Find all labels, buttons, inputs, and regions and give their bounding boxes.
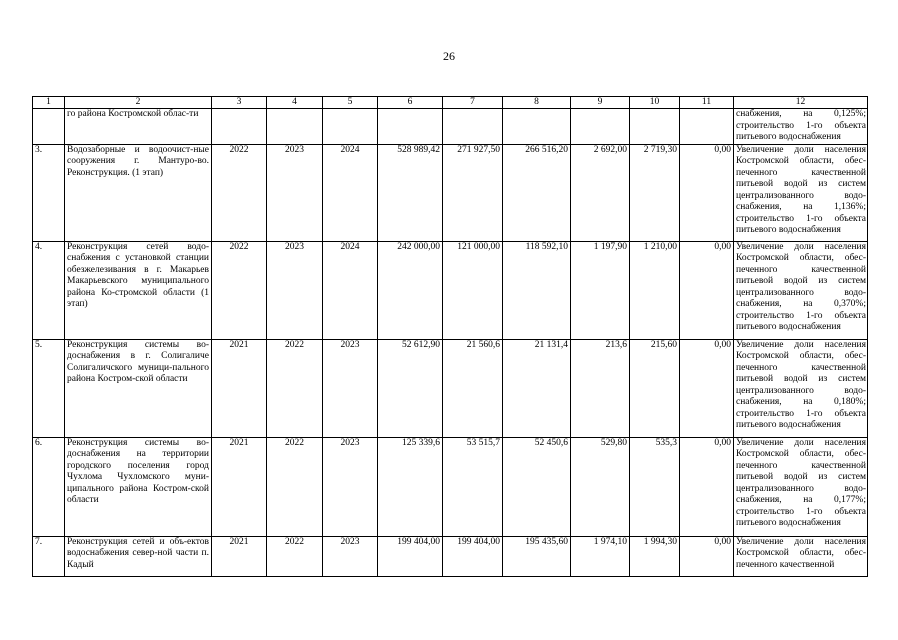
amount-cell: 53 515,7 [443, 437, 503, 536]
year-cell: 2023 [267, 144, 323, 241]
column-header: 1 [33, 97, 65, 109]
year-cell: 2022 [267, 536, 323, 576]
column-header: 9 [571, 97, 630, 109]
amount-cell: 1 210,00 [630, 241, 680, 339]
column-header: 3 [212, 97, 267, 109]
year-cell [323, 109, 378, 145]
expected-result: Увеличение доли населения Костромской области, обес-печенного качественной [734, 536, 868, 576]
year-cell: 2022 [212, 241, 267, 339]
year-cell: 2024 [323, 144, 378, 241]
column-header: 6 [378, 97, 443, 109]
table-row [33, 339, 868, 437]
amount-cell: 1 974,10 [571, 536, 630, 576]
expected-result: Увеличение доли населения Костромской области, обес-печенного качественной питьевой водой из систем централизованного водо-снабжения, на 1,136%; строительство 1-го объекта питьевого водоснабжения [734, 144, 868, 241]
column-header: 5 [323, 97, 378, 109]
amount-cell [630, 109, 680, 145]
expected-result: Увеличение доли населения Костромской области, обес-печенного качественной питьевой водой из систем централизованного водо-снабжения, на 0,177%; строительство 1-го объекта питьевого водоснабжения [734, 437, 868, 536]
project-name: Реконструкция сетей водо-снабжения с установкой станции обезжелезивания в г. Макарьев Макарьевского муниципального района Ко-стромской области (1 этап) [65, 241, 212, 339]
expected-result: Увеличение доли населения Костромской области, обес-печенного качественной питьевой водой из систем централизованного водо-снабжения, на 0,180%; строительство 1-го объекта питьевого водоснабжения [734, 339, 868, 437]
column-header: 4 [267, 97, 323, 109]
year-cell: 2021 [212, 437, 267, 536]
table-row [33, 241, 868, 339]
row-number: 5. [33, 339, 65, 437]
year-cell: 2022 [267, 339, 323, 437]
amount-cell [378, 109, 443, 145]
column-header: 8 [503, 97, 571, 109]
amount-cell: 1 994,30 [630, 536, 680, 576]
amount-cell: 118 592,10 [503, 241, 571, 339]
amount-cell: 2 719,30 [630, 144, 680, 241]
amount-cell: 535,3 [630, 437, 680, 536]
table-row [33, 437, 868, 536]
amount-cell: 271 927,50 [443, 144, 503, 241]
amount-cell: 52 612,90 [378, 339, 443, 437]
project-name: Водозаборные и водоочист-ные сооружения г. Мантуро-во. Реконструкция. (1 этап) [65, 144, 212, 241]
table-row [33, 536, 868, 576]
amount-cell: 121 000,00 [443, 241, 503, 339]
year-cell [212, 109, 267, 145]
table-row [33, 144, 868, 241]
amount-cell: 199 404,00 [443, 536, 503, 576]
row-number: 6. [33, 437, 65, 536]
amount-cell: 199 404,00 [378, 536, 443, 576]
column-header: 12 [734, 97, 868, 109]
page-number: 26 [443, 49, 455, 63]
project-name: го района Костромской облас-ти [65, 109, 212, 145]
amount-cell: 215,60 [630, 339, 680, 437]
year-cell: 2023 [323, 536, 378, 576]
column-header: 11 [680, 97, 734, 109]
amount-cell: 0,00 [680, 144, 734, 241]
amount-cell: 0,00 [680, 536, 734, 576]
amount-cell: 195 435,60 [503, 536, 571, 576]
project-name: Реконструкция системы во-доснабжения на территории городского поселения город Чухлома Чухломского муни-ципального района Костром-ской области [65, 437, 212, 536]
expected-result: снабжения, на 0,125%; строительство 1-го объекта питьевого водоснабжения [734, 109, 868, 145]
amount-cell: 0,00 [680, 437, 734, 536]
amount-cell: 21 560,6 [443, 339, 503, 437]
year-cell: 2022 [212, 144, 267, 241]
column-header: 10 [630, 97, 680, 109]
amount-cell: 21 131,4 [503, 339, 571, 437]
amount-cell: 242 000,00 [378, 241, 443, 339]
year-cell: 2021 [212, 339, 267, 437]
column-header: 7 [443, 97, 503, 109]
table-row [33, 109, 868, 145]
amount-cell [571, 109, 630, 145]
year-cell: 2021 [212, 536, 267, 576]
amount-cell [443, 109, 503, 145]
amount-cell: 1 197,90 [571, 241, 630, 339]
amount-cell [503, 109, 571, 145]
amount-cell: 528 989,42 [378, 144, 443, 241]
amount-cell [680, 109, 734, 145]
year-cell: 2022 [267, 437, 323, 536]
amount-cell: 0,00 [680, 241, 734, 339]
column-header: 2 [65, 97, 212, 109]
amount-cell: 213,6 [571, 339, 630, 437]
row-number: 3. [33, 144, 65, 241]
year-cell [267, 109, 323, 145]
amount-cell: 0,00 [680, 339, 734, 437]
amount-cell: 266 516,20 [503, 144, 571, 241]
year-cell: 2023 [323, 339, 378, 437]
amount-cell: 2 692,00 [571, 144, 630, 241]
amount-cell: 125 339,6 [378, 437, 443, 536]
year-cell: 2023 [323, 437, 378, 536]
project-name: Реконструкция системы во-доснабжения в г. Солигаличе Солигаличского муници-пального района Костром-ской области [65, 339, 212, 437]
row-number [33, 109, 65, 145]
amount-cell: 52 450,6 [503, 437, 571, 536]
year-cell: 2023 [267, 241, 323, 339]
expected-result: Увеличение доли населения Костромской области, обес-печенного качественной питьевой водой из систем централизованного водо-снабжения, на 0,370%; строительство 1-го объекта питьевого водоснабжения [734, 241, 868, 339]
row-number: 7. [33, 536, 65, 576]
row-number: 4. [33, 241, 65, 339]
amount-cell: 529,80 [571, 437, 630, 536]
table-header-row [33, 97, 868, 109]
investment-projects-table [32, 96, 868, 577]
project-name: Реконструкция сетей и объ-ектов водоснабжения север-ной части п. Кадый [65, 536, 212, 576]
year-cell: 2024 [323, 241, 378, 339]
